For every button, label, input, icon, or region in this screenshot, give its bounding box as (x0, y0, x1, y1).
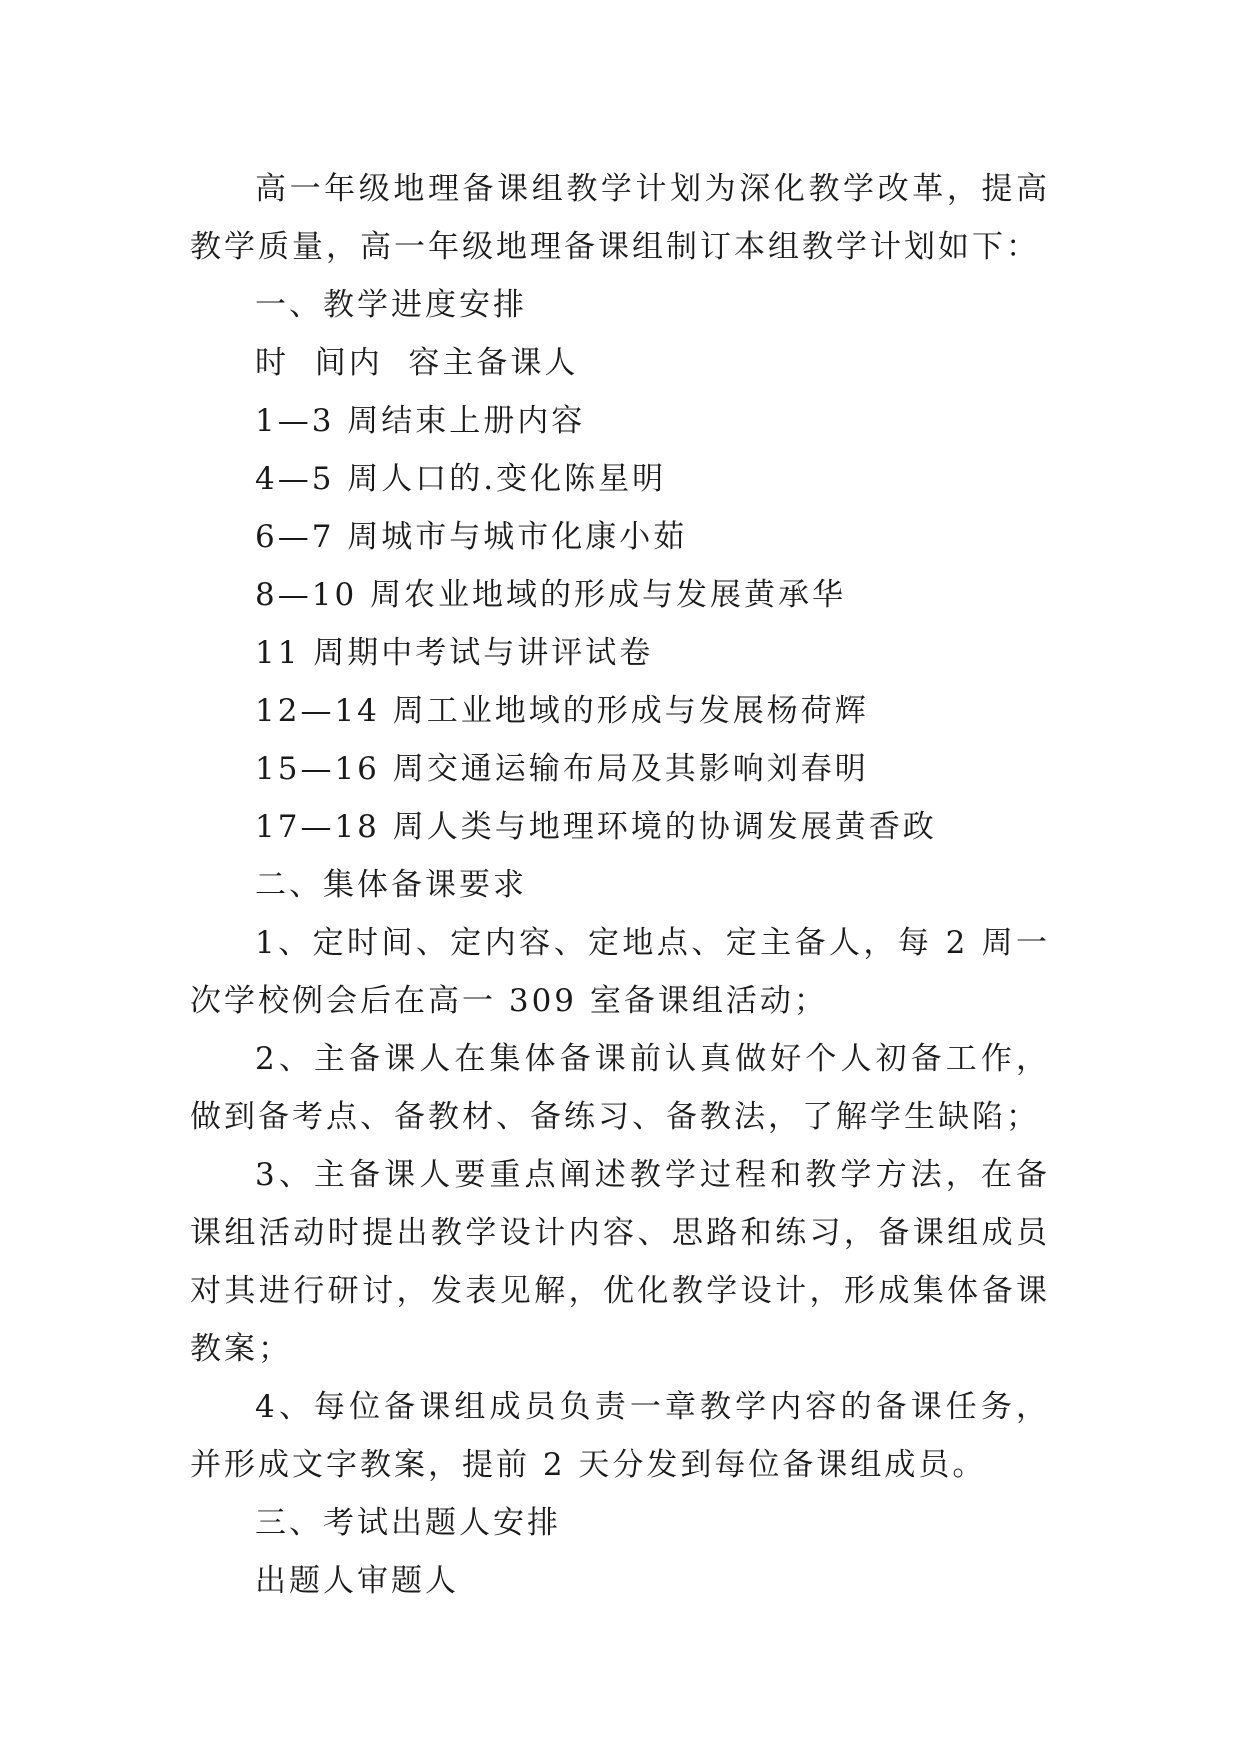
requirement-item: 3、主备课人要重点阐述教学过程和教学方法，在备课组活动时提出教学设计内容、思路和练习，备课组成员对其进行研讨，发表见解，优化教学设计，形成集体备课教案； (190, 1157, 1050, 1367)
schedule-item: 8—10 周农业地域的形成与发展黄承华 (255, 577, 847, 613)
schedule-item: 11 周期中考试与讲评试卷 (255, 635, 654, 671)
requirement-item: 1、定时间、定内容、定地点、定主备人，每 2 周一次学校例会后在高一 309 室备课组活动； (190, 925, 1050, 1019)
intro-paragraph: 高一年级地理备课组教学计划为深化教学改革，提高教学质量，高一年级地理备课组制订本组教学计划如下： (190, 171, 1050, 265)
section-heading-requirements: 二、集体备课要求 (255, 867, 527, 903)
schedule-item: 4—5 周人口的.变化陈星明 (255, 461, 667, 497)
requirement-item: 2、主备课人在集体备课前认真做好个人初备工作，做到备考点、备教材、备练习、备教法，了解学生缺陷； (190, 1041, 1050, 1135)
exam-header: 出题人审题人 (255, 1563, 459, 1599)
schedule-header: 时 间内 容主备课人 (255, 345, 579, 381)
schedule-item: 1—3 周结束上册内容 (255, 403, 586, 439)
schedule-item: 15—16 周交通运输布局及其影响刘春明 (255, 751, 869, 787)
schedule-item: 17—18 周人类与地理环境的协调发展黄香政 (255, 809, 937, 845)
section-heading-schedule: 一、教学进度安排 (255, 287, 527, 323)
document-page (190, 160, 1050, 1610)
requirement-item: 4、每位备课组成员负责一章教学内容的备课任务，并形成文字教案，提前 2 天分发到每位备课组成员。 (190, 1389, 1050, 1483)
section-heading-exam: 三、考试出题人安排 (255, 1505, 561, 1541)
schedule-item: 12—14 周工业地域的形成与发展杨荷辉 (255, 693, 869, 729)
schedule-item: 6—7 周城市与城市化康小茹 (255, 519, 688, 555)
